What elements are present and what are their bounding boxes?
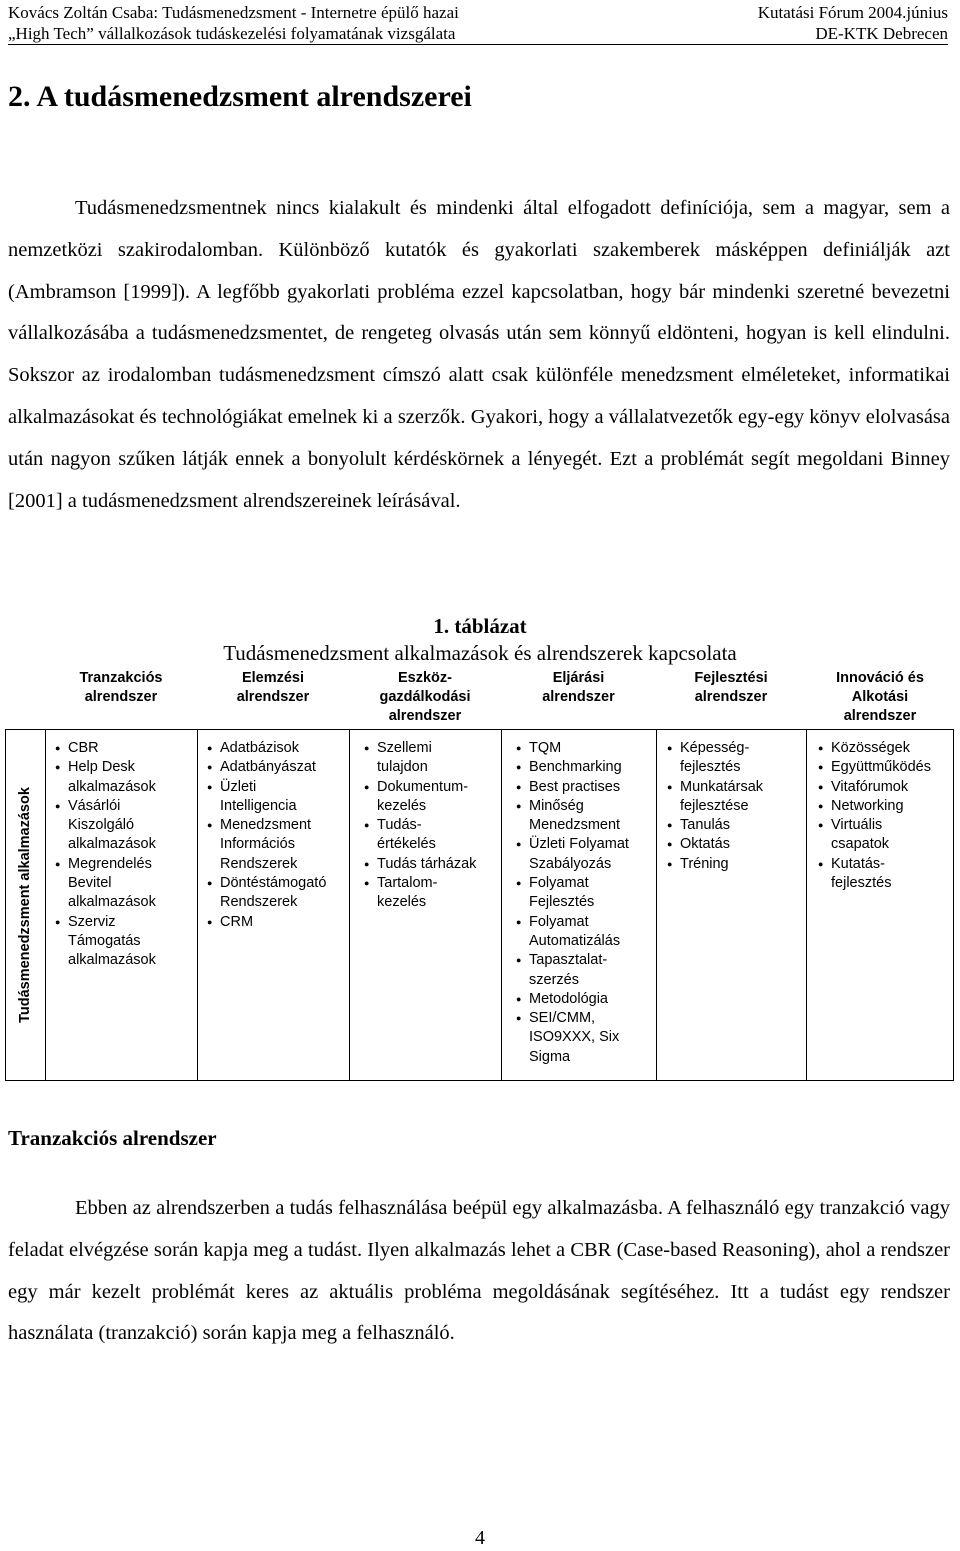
list-item	[207, 739, 349, 758]
list-item	[516, 739, 658, 758]
table-number: 1. táblázat	[433, 614, 527, 638]
list-item	[516, 990, 658, 1009]
item-line: tulajdon	[377, 759, 428, 776]
column-header-line: alrendszer	[388, 708, 462, 724]
table-divider	[349, 730, 350, 1080]
item-line: értékelés	[377, 836, 436, 853]
item-line: Támogatás	[68, 932, 141, 949]
list-item	[818, 739, 954, 758]
item-line: kezelés	[377, 797, 427, 814]
item-line: ● Vásárlói	[68, 797, 121, 814]
item-line: ● Üzleti Folyamat	[529, 836, 629, 853]
list-item	[55, 797, 195, 855]
item-line: Szabályozás	[529, 855, 612, 872]
list-item	[516, 835, 658, 874]
item-line: Automatizálás	[529, 932, 621, 949]
list-item	[516, 874, 658, 913]
column-header-line: Elemzési	[241, 670, 305, 686]
page-header	[8, 2, 948, 45]
item-line: ● TQM	[529, 740, 562, 756]
header-author-title: Kovács Zoltán Csaba: Tudásmenedzsment - Internetre épülő hazai	[8, 3, 459, 22]
column-header-line: Eljárási	[552, 670, 605, 686]
list-item	[364, 816, 504, 855]
list-item	[667, 855, 807, 874]
item-line: ● Networking	[831, 797, 904, 814]
item-line: ● Minőség	[529, 797, 584, 814]
header-subtitle: „High Tech” vállalkozások tudáskezelési folyamatának vizsgálata	[8, 24, 456, 43]
header-venue: DE-KTK Debrecen	[815, 24, 948, 43]
item-line: ● Üzleti	[220, 778, 257, 795]
item-line: csapatok	[831, 836, 890, 853]
list-item	[516, 797, 658, 836]
cell-fejlesztesi	[667, 739, 807, 874]
item-line: Rendszerek	[220, 855, 298, 872]
list-item	[516, 1009, 658, 1067]
item-line: fejlesztése	[680, 797, 749, 814]
item-line: ● CRM	[220, 913, 254, 930]
item-line: Bevitel	[68, 875, 112, 892]
item-line: ● Best practises	[529, 778, 621, 795]
item-line: kezelés	[377, 894, 427, 911]
item-line: ● Adatbázisok	[220, 740, 299, 756]
column-header-elemzesi	[197, 669, 349, 707]
list-item	[207, 816, 349, 874]
table-title: Tudásmenedzsment alkalmazások és alrendszerek kapcsolata	[223, 641, 737, 665]
list-item	[818, 816, 954, 855]
item-line: fejlesztés	[831, 875, 892, 892]
list-item	[207, 778, 349, 817]
item-line: ● SEI/CMM,	[529, 1010, 596, 1027]
list-item	[667, 816, 807, 835]
item-line: ● Együttműködés	[831, 759, 931, 776]
table-divider	[197, 730, 198, 1080]
list-item	[818, 855, 954, 894]
list-item	[667, 739, 807, 778]
row-label: Tudásmenedzsment alkalmazások	[17, 787, 33, 1023]
item-line: ● Menedzsment	[220, 817, 312, 834]
item-line: Rendszerek	[220, 894, 298, 911]
item-line: ● Tapasztalat-	[529, 952, 608, 969]
item-line: Fejlesztés	[529, 894, 595, 911]
list-item	[55, 739, 195, 758]
list-item	[364, 874, 504, 913]
list-item	[667, 778, 807, 817]
header-event: Kutatási Fórum 2004.június	[757, 3, 948, 22]
item-line: ● Adatbányászat	[220, 759, 316, 776]
transaction-paragraph: Ebben az alrendszerben a tudás felhasználása beépül egy alkalmazásba. A felhasználó egy tranzakció vagy feladat elvégzése során kapja meg a tudást. Ilyen alkalmazás lehet a CBR (Case-based Reasoning), ahol a rendszer egy már kezelt problémát keres az aktuális probléma megoldásának segítéséhez. Itt a tudást egy rendszer használata (tranzakció) során kapja meg a felhasználó.	[8, 1197, 950, 1345]
item-line: ● Oktatás	[680, 836, 730, 853]
item-line: ● Tudás-	[377, 817, 422, 834]
column-header-line: alrendszer	[84, 689, 158, 705]
list-item	[364, 855, 504, 874]
list-item	[207, 758, 349, 777]
list-item	[364, 778, 504, 817]
item-line: Információs	[220, 836, 295, 853]
column-header-line: alrendszer	[694, 689, 768, 705]
cell-tranzakcios	[55, 739, 195, 971]
page-number: 4	[475, 1527, 485, 1549]
item-line: ● Benchmarking	[529, 759, 622, 776]
item-line: ● Tartalom-	[377, 875, 438, 892]
item-line: alkalmazások	[68, 894, 156, 911]
list-item	[667, 835, 807, 854]
item-line: szerzés	[529, 971, 579, 988]
item-line: Sigma	[529, 1048, 571, 1065]
item-line: ● Tanulás	[680, 817, 730, 834]
list-item	[55, 758, 195, 797]
column-header-fejlesztesi	[656, 669, 806, 707]
item-line: ● Képesség-	[680, 740, 750, 756]
list-item	[207, 913, 349, 932]
cell-eszkozgazdalkodasi	[364, 739, 504, 913]
item-line: alkalmazások	[68, 778, 156, 795]
column-header-line: Tranzakciós	[79, 670, 163, 686]
item-line: ● Szerviz	[68, 913, 116, 930]
item-line: ● Tréning	[680, 855, 729, 872]
subsection-title: Tranzakciós alrendszer	[8, 1126, 217, 1150]
column-header-line: gazdálkodási	[379, 689, 471, 705]
list-item	[55, 913, 195, 971]
item-line: ● Vitafórumok	[831, 778, 909, 795]
item-line: Kiszolgáló	[68, 817, 135, 834]
column-header-innovacio	[806, 669, 954, 726]
list-item	[516, 913, 658, 952]
column-header-line: Innováció és	[836, 670, 924, 686]
column-header-eszkozgazdalkodasi	[349, 669, 501, 726]
row-label-cell	[5, 729, 45, 1081]
table-divider	[45, 730, 46, 1080]
item-line: ● Kutatás-	[831, 855, 885, 872]
list-item	[364, 739, 504, 778]
column-header-line: alrendszer	[236, 689, 310, 705]
list-item	[207, 874, 349, 913]
cell-eljarasi	[516, 739, 658, 1067]
cell-elemzesi	[207, 739, 349, 932]
column-header-line: Fejlesztési	[694, 670, 768, 686]
cell-innovacio	[818, 739, 954, 893]
item-line: ● Döntéstámogató	[220, 875, 327, 892]
intro-paragraph: Tudásmenedzsmentnek nincs kialakult és mindenki által elfogadott definíciója, sem a magyar, sem a nemzetközi szakirodalomban. Különböző kutatók és gyakorlati szakemberek másképpen definiálják azt (Ambramson [1999]). A legfőbb gyakorlati probléma ezzel kapcsolatban, hogy bár mindenki szeretné bevezetni vállalkozásába a tudásmenedzsmentet, de rengeteg olvasás után sem könnyű eldönteni, hogyan is kell elindulni. Sokszor az irodalomban tudásmenedzsment címszó alatt csak különféle menedzsment elméleteket, informatikai alkalmazásokat és technológiákat emelnek ki a szerzők. Gyakori, hogy a vállalatvezetők egy-egy könyv elolvasása után nagyon szűken látják ennek a bonyolult kérdéskörnek a lényegét. Ezt a problémát segít megoldani Binney [2001] a tudásmenedzsment alrendszereinek leírásával.	[8, 197, 950, 512]
item-line: ● Tudás tárházak	[377, 855, 477, 872]
column-header-tranzakcios	[45, 669, 197, 707]
column-header-eljarasi	[501, 669, 656, 707]
list-item	[516, 951, 658, 990]
item-line: ● Folyamat	[529, 913, 589, 930]
item-line: ● Help Desk	[68, 759, 135, 776]
list-item	[818, 797, 954, 816]
item-line: ● Munkatársak	[680, 778, 764, 795]
item-line: alkalmazások	[68, 836, 156, 853]
item-line: ISO9XXX, Six	[529, 1029, 620, 1046]
item-line: ● Dokumentum-	[377, 778, 469, 795]
list-item	[818, 758, 954, 777]
item-line: fejlesztés	[680, 759, 741, 776]
column-header-line: alrendszer	[542, 689, 615, 705]
column-header-line: Alkotási	[851, 689, 909, 705]
list-item	[516, 758, 658, 777]
item-line: Menedzsment	[529, 817, 621, 834]
list-item	[516, 778, 658, 797]
column-header-line: alrendszer	[843, 708, 917, 724]
item-line: ● Folyamat	[529, 875, 589, 892]
item-line: ● Metodológia	[529, 990, 608, 1007]
list-item	[818, 778, 954, 797]
item-line: ● Szellemi	[377, 740, 432, 756]
item-line: ● CBR	[68, 740, 99, 756]
item-line: Intelligencia	[220, 797, 297, 814]
column-header-line: Eszköz-	[398, 670, 452, 686]
item-line: ● Virtuális	[831, 817, 883, 834]
item-line: ● Megrendelés	[68, 855, 152, 872]
section-title: 2. A tudásmenedzsment alrendszerei	[8, 80, 472, 113]
item-line: alkalmazások	[68, 952, 156, 969]
list-item	[55, 855, 195, 913]
item-line: ● Közösségek	[831, 740, 910, 756]
